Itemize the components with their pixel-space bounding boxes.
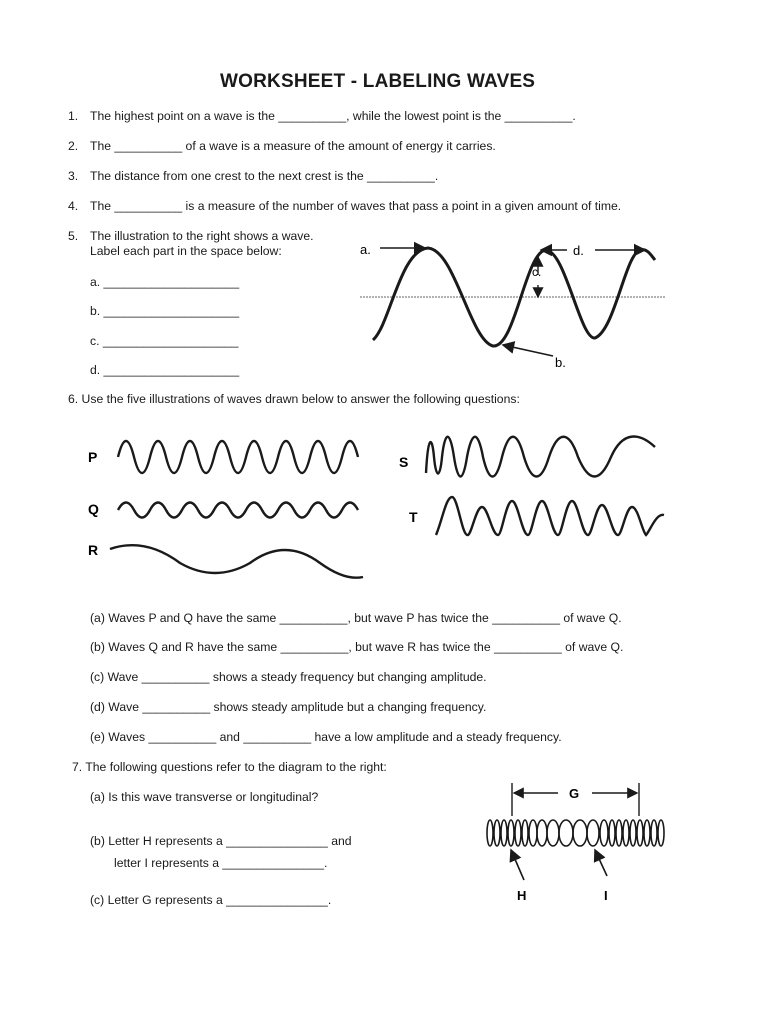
question-text: The illustration to the right shows a wave. (90, 229, 314, 243)
q6-item-d: (d) Wave __________ shows steady amplitude but a changing frequency. (90, 700, 487, 714)
diagram-label-h: H (517, 888, 527, 903)
question-4 (68, 199, 621, 213)
question-5-line2: Label each part in the space below: (90, 244, 282, 258)
q6-item-e: (e) Waves __________ and __________ have a low amplitude and a steady frequency. (90, 730, 562, 744)
q5-wave-diagram (355, 230, 675, 380)
question-1 (68, 109, 576, 123)
q7-item-a: (a) Is this wave transverse or longitudinal? (90, 790, 319, 804)
q6-item-a: (a) Waves P and Q have the same __________, but wave P has twice the __________ of wave Q. (90, 611, 622, 625)
page-title: WORKSHEET - LABELING WAVES (220, 71, 536, 92)
diagram-label-g: G (569, 786, 580, 801)
spring-coils (487, 820, 664, 846)
question-2 (68, 139, 496, 153)
q7-item-c: (c) Letter G represents a _______________. (90, 893, 332, 907)
trough-arrow-b (503, 345, 553, 356)
question-number: 5. (68, 229, 79, 243)
q5-blank-d: d. ____________________ (90, 363, 240, 377)
wave-p (118, 441, 358, 473)
q7-item-b: (b) Letter H represents a _______________ and (90, 834, 352, 848)
question-number: 2. (68, 139, 79, 153)
question-6-intro: 6. Use the five illustrations of waves drawn below to answer the following questions: (68, 392, 520, 406)
wave-label-p: P (88, 449, 98, 465)
question-number: 3. (68, 169, 79, 183)
question-3 (68, 169, 438, 183)
i-arrow (595, 850, 607, 876)
wave-r (110, 545, 363, 578)
q5-blank-c: c. ____________________ (90, 334, 239, 348)
diagram-label-a: a. (360, 242, 371, 257)
question-7-intro: 7. The following questions refer to the diagram to the right: (72, 760, 387, 774)
diagram-label-b: b. (555, 355, 566, 370)
question-text: The __________ is a measure of the number of waves that pass a point in a given amount of time. (90, 199, 622, 213)
wave-t (436, 497, 664, 535)
diagram-label-i: I (604, 888, 608, 903)
question-number: 4. (68, 199, 79, 213)
wave-label-t: T (409, 509, 418, 525)
q6-wave-illustrations (80, 425, 680, 585)
question-number: 1. (68, 109, 79, 123)
diagram-label-c: c. (532, 265, 542, 279)
wave-s (426, 437, 655, 477)
wave-label-r: R (88, 542, 99, 558)
q7-spring-diagram (480, 778, 680, 908)
q6-item-c: (c) Wave __________ shows a steady frequency but changing amplitude. (90, 670, 487, 684)
question-text: The highest point on a wave is the __________, while the lowest point is the __________. (90, 109, 576, 123)
wave-label-s: S (399, 454, 409, 470)
question-text: The __________ of a wave is a measure of the amount of energy it carries. (90, 139, 496, 153)
q5-blank-b: b. ____________________ (90, 304, 240, 318)
q5-blank-a: a. ____________________ (90, 275, 240, 289)
h-arrow (511, 850, 524, 880)
wave-q (118, 503, 358, 518)
question-5 (68, 229, 314, 243)
wave-label-q: Q (88, 501, 99, 517)
diagram-label-d: d. (573, 243, 584, 258)
question-text: The distance from one crest to the next crest is the __________. (90, 169, 439, 183)
q7-item-b-line2: letter I represents a _______________. (114, 856, 328, 870)
q6-item-b: (b) Waves Q and R have the same __________, but wave R has twice the __________ of wave Q. (90, 640, 624, 654)
